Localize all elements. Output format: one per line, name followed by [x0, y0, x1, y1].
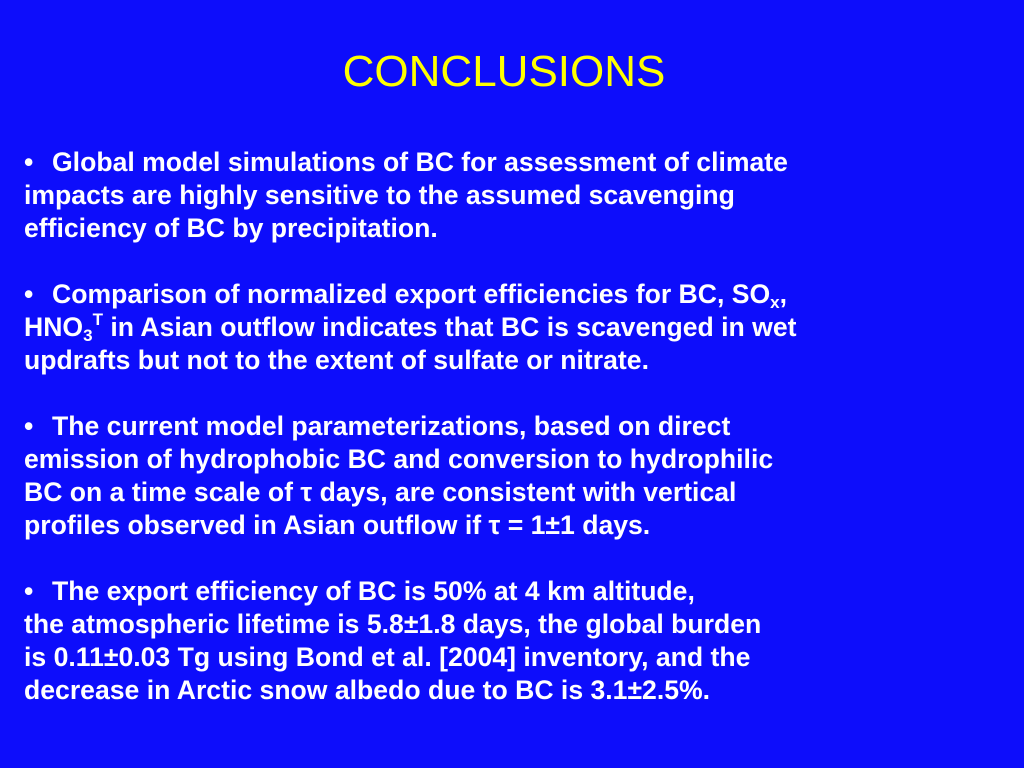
bullet-line [24, 278, 1020, 311]
bullet-list [24, 146, 1020, 707]
bullet-line: emission of hydrophobic BC and conversion to hydrophilic [24, 444, 774, 474]
bullet-dot: • [24, 576, 34, 606]
bullet-line [24, 146, 1020, 179]
bullet-text: HNO [24, 312, 84, 342]
bullet-dot: • [24, 279, 34, 309]
bullet-text: , [779, 279, 788, 309]
bullet-item-2 [24, 278, 1020, 377]
bullet-line [24, 410, 1020, 443]
bullet-line: BC on a time scale of τ days, are consistent with vertical [24, 477, 737, 507]
bullet-text: Global model simulations of BC for assessment of climate [52, 147, 788, 177]
subscript: x [770, 293, 780, 312]
bullet-line: updrafts but not to the extent of sulfate or nitrate. [24, 345, 649, 375]
bullet-text: Comparison of normalized export efficiencies for BC, SO [52, 279, 771, 309]
bullet-text: The current model parameterizations, based on direct [52, 411, 731, 441]
bullet-line: decrease in Arctic snow albedo due to BC is 3.1±2.5%. [24, 675, 711, 705]
bullet-dot: • [24, 411, 34, 441]
bullet-line: profiles observed in Asian outflow if τ = 1±1 days. [24, 510, 651, 540]
bullet-text: The export efficiency of BC is 50% at 4 km altitude, [52, 576, 695, 606]
bullet-line: is 0.11±0.03 Tg using Bond et al. [2004] inventory, and the [24, 642, 751, 672]
bullet-line [24, 311, 1020, 344]
superscript: T [92, 310, 103, 329]
bullet-line: efficiency of BC by precipitation. [24, 213, 438, 243]
bullet-dot: • [24, 147, 34, 177]
slide-title: CONCLUSIONS [342, 47, 666, 96]
bullet-item-1 [24, 146, 1020, 245]
bullet-line: the atmospheric lifetime is 5.8±1.8 days, the global burden [24, 609, 762, 639]
subscript: 3 [83, 326, 93, 345]
bullet-item-3 [24, 410, 1020, 542]
bullet-item-4 [24, 575, 1020, 707]
bullet-text: in Asian outflow indicates that BC is scavenged in wet [102, 312, 797, 342]
bullet-line [24, 575, 1020, 608]
bullet-line: impacts are highly sensitive to the assumed scavenging [24, 180, 735, 210]
